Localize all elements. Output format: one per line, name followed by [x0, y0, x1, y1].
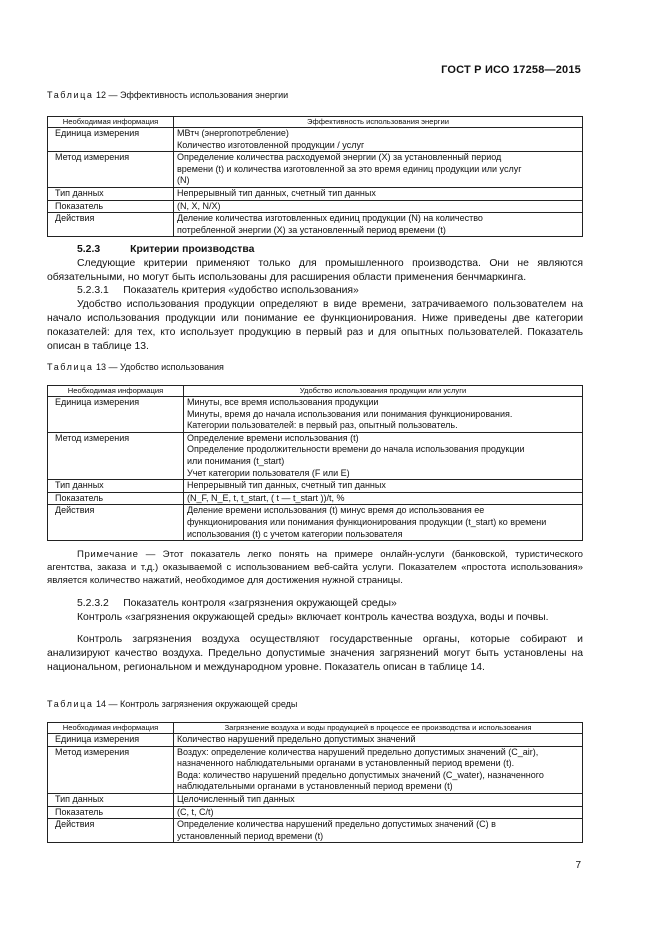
cell-line: Минуты, время до начала использования или понимания функционирования. [187, 408, 513, 419]
table-header-row [48, 117, 583, 128]
paragraph: Удобство использования продукции определяют в виде времени, затрачиваемого пользователем на начало использования продукции или понимание ее функционирования. Ниже приведены две категории показателей: для тех, кто использует продукцию в первый раз и для опытных пользователей. Показатель описан в таблице 13. [47, 299, 583, 352]
table13-caption-title: 13 — Удобство использования [93, 362, 224, 372]
cell-line: Определение количества нарушений предельно допустимых значений (C) в [177, 819, 496, 830]
table-row [48, 128, 583, 152]
cell-line: наблюдательными органами в установленный период времени (t) [177, 781, 453, 792]
row-value [174, 793, 583, 806]
row-label: Тип данных [48, 187, 174, 200]
row-label: Тип данных [48, 793, 174, 806]
section-number: 5.2.3 [77, 244, 101, 255]
column-header: Необходимая информация [48, 386, 184, 397]
table-row [48, 734, 583, 747]
paragraph: Контроль загрязнения воздуха осуществляют государственные органы, которые собирают и анализируют качество воздуха. Предельно допустимые значения загрязнений могут быть установлены на национальном, региональном и международном уровне. Показатель описан в таблице 14. [47, 634, 583, 673]
row-label: Единица измерения [48, 397, 184, 433]
cell-line: потребленной энергии (X) за установленный период времени (t) [177, 224, 446, 235]
cell-line: МВтч (энергопотребление) [177, 128, 289, 138]
column-header: Необходимая информация [48, 723, 174, 734]
column-header: Необходимая информация [48, 117, 174, 128]
table-14 [47, 722, 583, 843]
row-value [174, 200, 583, 213]
table14-caption [47, 699, 297, 709]
paragraph: Следующие критерии применяют только для промышленного производства. Они не являются обязательными, но могут быть использованы для расширения области применения бенчмаркинга. [47, 258, 583, 283]
section-5-2-3-heading [77, 243, 254, 257]
column-header: Удобство использования продукции или услуги [184, 386, 583, 397]
row-value [174, 128, 583, 152]
row-label: Метод измерения [48, 432, 184, 479]
row-value [184, 480, 583, 493]
table-header-row [48, 386, 583, 397]
note-label: Примечание [77, 549, 139, 560]
table-header-row [48, 723, 583, 734]
cell-line: Количество нарушений предельно допустимых значений [177, 734, 416, 744]
cell-line: Определение количества расходуемой энергии (X) за установленный период [177, 152, 502, 163]
column-header: Эффективность использования энергии [174, 117, 583, 128]
row-label: Показатель [48, 200, 174, 213]
row-label: Тип данных [48, 480, 184, 493]
table12-caption-title: 12 — Эффективность использования энергии [93, 90, 289, 100]
cell-line: (C, t, C/t) [177, 806, 214, 817]
table-row [48, 746, 583, 793]
page-number: 7 [575, 860, 581, 871]
cell-line: Воздух: определение количества нарушений предельно допустимых значений (C_air), [177, 746, 539, 757]
row-value [174, 746, 583, 793]
table13-caption-label: Таблица [47, 362, 94, 372]
cell-line: Количество изготовленной продукции / услуг [177, 139, 365, 150]
cell-line: установленный период времени (t) [177, 830, 324, 841]
table-row [48, 505, 583, 541]
row-label: Единица измерения [48, 128, 174, 152]
paragraph: Контроль «загрязнения окружающей среды» включает контроль качества воздуха, воды и почвы. [77, 612, 549, 623]
table14-caption-title: 14 — Контроль загрязнения окружающей среды [93, 699, 298, 709]
cell-line: (N_F, N_E, t, t_start, ( t — t_start ))/t, % [187, 492, 345, 503]
table12-caption-label: Таблица [47, 90, 94, 100]
cell-line: времени (t) и количества изготовленной за это время единиц продукции или услуг [177, 163, 522, 174]
subsection-5-2-3-1-heading: 5.2.3.1 Показатель критерия «удобство использования» [77, 285, 359, 296]
row-label: Показатель [48, 492, 184, 505]
section-title: Критерии производства [130, 244, 255, 255]
table-row [48, 152, 583, 188]
note-paragraph [47, 548, 583, 587]
row-value [184, 492, 583, 505]
table-row [48, 806, 583, 819]
note-text: — Этот показатель легко понять на примере онлайн-услуги (банковской, туристического агентства, заказа и т.д.) оказываемой с использованием веб-сайта услуги. Показателем «простота использования» является количество нажатий, необходимое для достижения нужной страницы. [47, 549, 583, 586]
table-row [48, 432, 583, 479]
cell-line: (N, X, N/X) [177, 200, 221, 211]
cell-line: Категории пользователей: в первый раз, опытный пользователь. [187, 420, 458, 431]
row-label: Действия [48, 213, 174, 237]
cell-line: или понимания (t_start) [187, 455, 285, 466]
table-13 [47, 385, 583, 541]
row-label: Действия [48, 505, 184, 541]
row-value [174, 734, 583, 747]
table-12 [47, 116, 583, 237]
row-value [184, 397, 583, 433]
row-label: Метод измерения [48, 152, 174, 188]
row-value [174, 152, 583, 188]
row-value [174, 806, 583, 819]
row-label: Единица измерения [48, 734, 174, 747]
table-row [48, 480, 583, 493]
document-code: ГОСТ Р ИСО 17258—2015 [441, 64, 581, 76]
row-label: Показатель [48, 806, 174, 819]
cell-line: функционирования или понимания функционирования продукции (t_start) ко времени [187, 516, 547, 527]
subsection-5-2-3-2-heading: 5.2.3.2 Показатель контроля «загрязнения окружающей среды» [77, 598, 397, 609]
row-value [184, 432, 583, 479]
cell-line: использования (t) с учетом категории пользователя [187, 528, 403, 539]
table-row [48, 187, 583, 200]
table-row [48, 819, 583, 843]
cell-line: Деление времени использования (t) минус время до использования ее [187, 505, 485, 516]
cell-line: Целочисленный тип данных [177, 793, 295, 804]
table-row [48, 492, 583, 505]
table-row [48, 397, 583, 433]
row-value [174, 819, 583, 843]
table-row [48, 793, 583, 806]
table12-caption [47, 90, 288, 100]
table13-caption [47, 362, 224, 372]
cell-line: Минуты, все время использования продукции [187, 397, 379, 407]
cell-line: Непрерывный тип данных, счетный тип данных [177, 187, 376, 198]
cell-line: Вода: количество нарушений предельно допустимых значений (C_water), назначенного [177, 769, 544, 780]
cell-line: Учет категории пользователя (F или E) [187, 467, 350, 478]
cell-line: (N) [177, 175, 190, 186]
cell-line: назначенного наблюдательными органами в установленный период времени (t). [177, 758, 515, 769]
row-value [174, 213, 583, 237]
cell-line: Определение продолжительности времени до начала использования продукции [187, 444, 525, 455]
row-label: Метод измерения [48, 746, 174, 793]
table14-caption-label: Таблица [47, 699, 94, 709]
row-value [184, 505, 583, 541]
table-row [48, 200, 583, 213]
column-header: Загрязнение воздуха и воды продукцией в процессе ее производства и использования [174, 723, 583, 734]
cell-line: Деление количества изготовленных единиц продукции (N) на количество [177, 213, 483, 224]
cell-line: Непрерывный тип данных, счетный тип данных [187, 480, 386, 491]
cell-line: Определение времени использования (t) [187, 432, 359, 443]
table-row [48, 213, 583, 237]
row-label: Действия [48, 819, 174, 843]
row-value [174, 187, 583, 200]
